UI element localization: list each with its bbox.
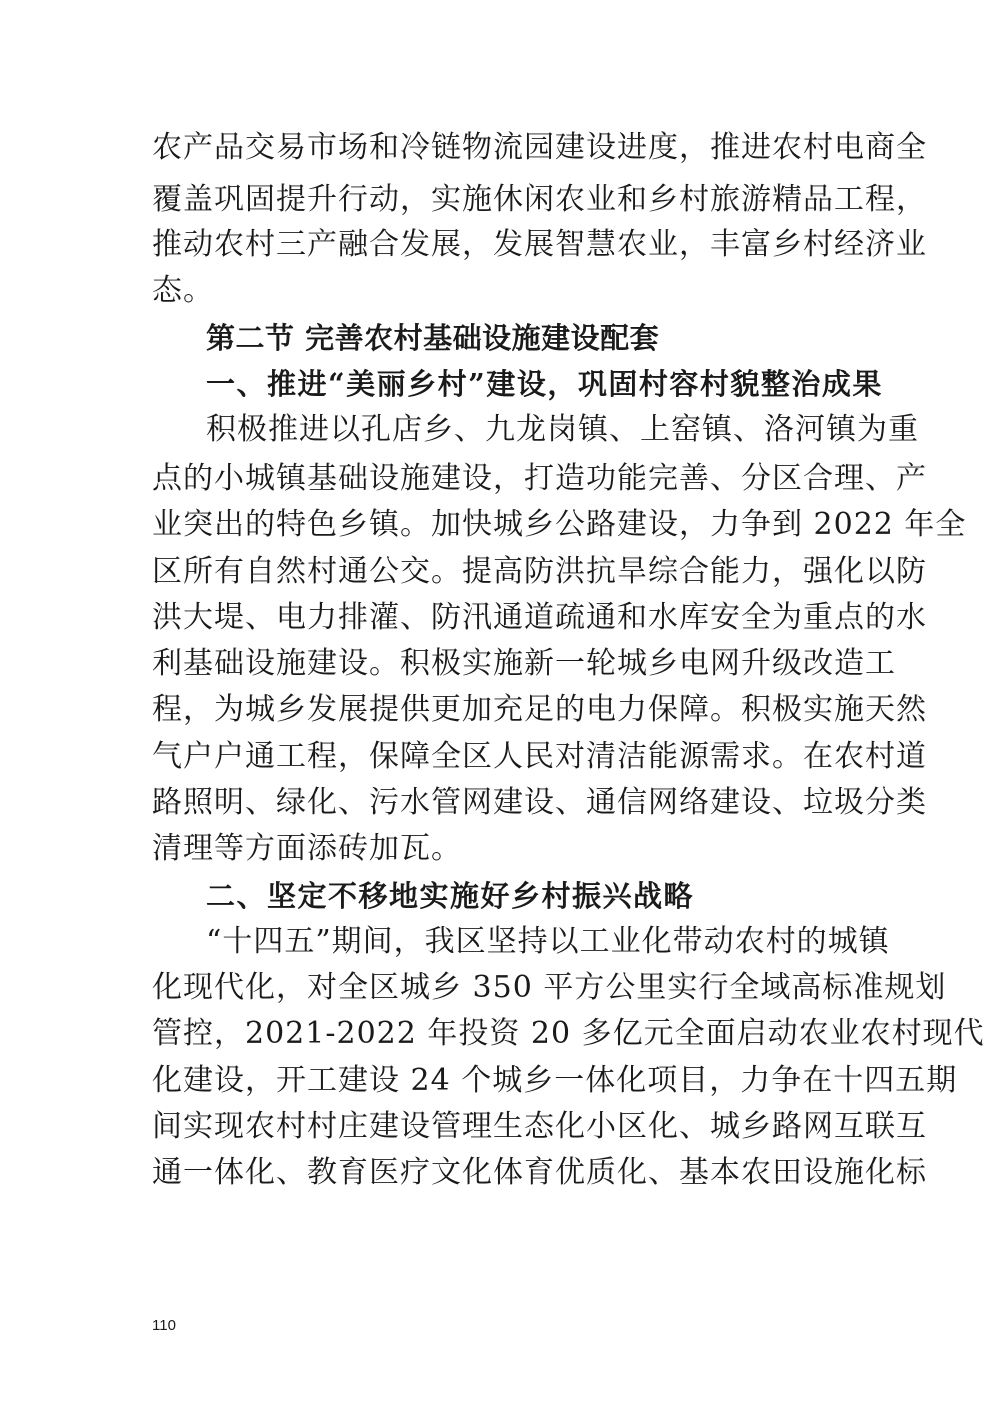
body-text-line: 化现代化，对全区城乡 350 平方公里实行全域高标准规划 bbox=[152, 970, 947, 1005]
body-text-line: 区所有自然村通公交。提高防洪抗旱综合能力，强化以防 bbox=[152, 554, 927, 589]
body-text-line: 覆盖巩固提升行动，实施休闲农业和乡村旅游精品工程， bbox=[152, 182, 927, 217]
subsection-heading: 二、坚定不移地实施好乡村振兴战略 bbox=[206, 879, 695, 913]
body-text-line: 业突出的特色乡镇。加快城乡公路建设，力争到 2022 年全 bbox=[152, 507, 967, 542]
body-text-line: 点的小城镇基础设施建设，打造功能完善、分区合理、产 bbox=[152, 461, 927, 496]
body-text-line: 路照明、绿化、污水管网建设、通信网络建设、垃圾分类 bbox=[152, 785, 927, 820]
page-number: 110 bbox=[152, 1317, 176, 1334]
body-text-line: 洪大堤、电力排灌、防汛通道疏通和水库安全为重点的水 bbox=[152, 600, 927, 635]
body-text-line: 间实现农村村庄建设管理生态化小区化、城乡路网互联互 bbox=[152, 1109, 927, 1144]
section-heading: 第二节 完善农村基础设施建设配套 bbox=[206, 321, 660, 355]
subsection-heading: 一、推进“美丽乡村”建设，巩固村容村貌整治成果 bbox=[206, 367, 883, 401]
body-text-line: 化建设，开工建设 24 个城乡一体化项目，力争在十四五期 bbox=[152, 1063, 958, 1098]
body-text-line: 利基础设施建设。积极实施新一轮城乡电网升级改造工 bbox=[152, 646, 896, 681]
body-text-line: 管控，2021-2022 年投资 20 多亿元全面启动农业农村现代 bbox=[152, 1016, 985, 1051]
body-text-line: 推动农村三产融合发展，发展智慧农业，丰富乡村经济业 bbox=[152, 227, 927, 262]
body-text-line: 农产品交易市场和冷链物流园建设进度，推进农村电商全 bbox=[152, 130, 927, 165]
body-text-line: 清理等方面添砖加瓦。 bbox=[152, 831, 462, 866]
body-text-line: 通一体化、教育医疗文化体育优质化、基本农田设施化标 bbox=[152, 1155, 927, 1190]
paragraph-first-line: “十四五”期间，我区坚持以工业化带动农村的城镇 bbox=[206, 924, 890, 959]
paragraph-first-line: 积极推进以孔店乡、九龙岗镇、上窑镇、洛河镇为重 bbox=[206, 412, 919, 447]
body-text-line: 气户户通工程，保障全区人民对清洁能源需求。在农村道 bbox=[152, 739, 927, 774]
body-text-line: 程，为城乡发展提供更加充足的电力保障。积极实施天然 bbox=[152, 692, 927, 727]
body-text-line: 态。 bbox=[152, 273, 214, 308]
